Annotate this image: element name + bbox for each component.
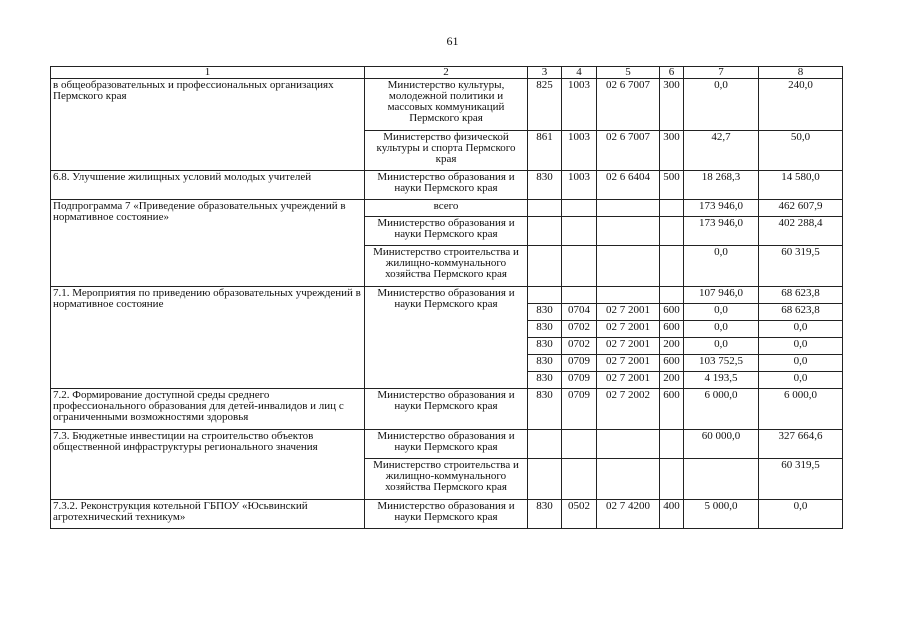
table-row bbox=[51, 500, 843, 529]
code-cell bbox=[660, 217, 684, 246]
amount-cell: 0,0 bbox=[759, 338, 843, 355]
code-cell: 0702 bbox=[562, 338, 597, 355]
amount-cell: 68 623,8 bbox=[759, 304, 843, 321]
code-cell: 02 7 2001 bbox=[597, 304, 660, 321]
amount-cell: 0,0 bbox=[684, 321, 759, 338]
code-cell: 300 bbox=[660, 131, 684, 171]
column-header: 2 bbox=[365, 67, 528, 79]
amount-cell: 6 000,0 bbox=[684, 389, 759, 430]
column-header: 8 bbox=[759, 67, 843, 79]
code-cell: 600 bbox=[660, 389, 684, 430]
code-cell: 02 7 2002 bbox=[597, 389, 660, 430]
code-cell: 0704 bbox=[562, 304, 597, 321]
administrator-cell: Министерство образования и науки Пермского края bbox=[365, 287, 528, 389]
code-cell bbox=[597, 459, 660, 500]
table-row bbox=[51, 200, 843, 217]
code-cell: 830 bbox=[528, 171, 562, 200]
amount-cell: 240,0 bbox=[759, 79, 843, 131]
code-cell bbox=[660, 287, 684, 304]
code-cell bbox=[562, 430, 597, 459]
code-cell bbox=[528, 430, 562, 459]
code-cell: 400 bbox=[660, 500, 684, 529]
administrator-cell: Министерство образования и науки Пермского края bbox=[365, 500, 528, 529]
amount-cell: 60 319,5 bbox=[759, 459, 843, 500]
table-row bbox=[51, 79, 843, 131]
table-row bbox=[51, 389, 843, 430]
code-cell: 600 bbox=[660, 321, 684, 338]
code-cell: 0709 bbox=[562, 372, 597, 389]
code-cell bbox=[562, 287, 597, 304]
code-cell bbox=[660, 246, 684, 287]
code-cell: 861 bbox=[528, 131, 562, 171]
column-header: 3 bbox=[528, 67, 562, 79]
amount-cell: 327 664,6 bbox=[759, 430, 843, 459]
code-cell: 0502 bbox=[562, 500, 597, 529]
code-cell: 02 6 7007 bbox=[597, 131, 660, 171]
code-cell: 1003 bbox=[562, 131, 597, 171]
amount-cell: 462 607,9 bbox=[759, 200, 843, 217]
code-cell: 830 bbox=[528, 389, 562, 430]
program-description: в общеобразовательных и профессиональных организациях Пермского края bbox=[51, 79, 365, 171]
amount-cell: 5 000,0 bbox=[684, 500, 759, 529]
amount-cell: 0,0 bbox=[684, 304, 759, 321]
code-cell: 02 7 2001 bbox=[597, 338, 660, 355]
program-description: Подпрограмма 7 «Приведение образовательных учреждений в нормативное состояние» bbox=[51, 200, 365, 287]
amount-cell: 173 946,0 bbox=[684, 200, 759, 217]
code-cell bbox=[528, 287, 562, 304]
code-cell bbox=[660, 459, 684, 500]
code-cell: 02 7 2001 bbox=[597, 372, 660, 389]
administrator-cell: Министерство культуры, молодежной политики и массовых коммуникаций Пермского края bbox=[365, 79, 528, 131]
amount-cell bbox=[684, 459, 759, 500]
code-cell bbox=[528, 246, 562, 287]
column-header: 7 bbox=[684, 67, 759, 79]
code-cell: 300 bbox=[660, 79, 684, 131]
code-cell: 830 bbox=[528, 372, 562, 389]
code-cell bbox=[660, 430, 684, 459]
code-cell bbox=[562, 459, 597, 500]
code-cell: 0702 bbox=[562, 321, 597, 338]
program-description: 7.3.2. Реконструкция котельной ГБПОУ «Юсьвинский агротехнический техникум» bbox=[51, 500, 365, 529]
code-cell: 830 bbox=[528, 338, 562, 355]
program-description: 7.3. Бюджетные инвестиции на строительство объектов общественной инфраструктуры регионального значения bbox=[51, 430, 365, 500]
code-cell bbox=[562, 200, 597, 217]
code-cell: 830 bbox=[528, 500, 562, 529]
amount-cell: 4 193,5 bbox=[684, 372, 759, 389]
administrator-cell: Министерство образования и науки Пермского края bbox=[365, 217, 528, 246]
amount-cell: 0,0 bbox=[759, 321, 843, 338]
code-cell bbox=[597, 430, 660, 459]
amount-cell: 0,0 bbox=[759, 500, 843, 529]
code-cell: 200 bbox=[660, 372, 684, 389]
table-row bbox=[51, 171, 843, 200]
amount-cell: 0,0 bbox=[684, 79, 759, 131]
code-cell: 0709 bbox=[562, 389, 597, 430]
program-description: 7.2. Формирование доступной среды среднего профессионального образования для детей-инвалидов и лиц с ограниченными возможностями здоровья bbox=[51, 389, 365, 430]
administrator-cell: Министерство образования и науки Пермского края bbox=[365, 389, 528, 430]
column-header: 1 bbox=[51, 67, 365, 79]
code-cell bbox=[597, 246, 660, 287]
budget-table bbox=[50, 66, 843, 529]
code-cell: 02 7 4200 bbox=[597, 500, 660, 529]
code-cell: 0709 bbox=[562, 355, 597, 372]
code-cell bbox=[528, 459, 562, 500]
administrator-cell: всего bbox=[365, 200, 528, 217]
amount-cell: 60 000,0 bbox=[684, 430, 759, 459]
code-cell bbox=[660, 200, 684, 217]
code-cell bbox=[528, 200, 562, 217]
column-number-row bbox=[51, 67, 843, 79]
amount-cell: 68 623,8 bbox=[759, 287, 843, 304]
administrator-cell: Министерство физической культуры и спорта Пермского края bbox=[365, 131, 528, 171]
code-cell: 1003 bbox=[562, 171, 597, 200]
code-cell: 02 6 7007 bbox=[597, 79, 660, 131]
amount-cell: 107 946,0 bbox=[684, 287, 759, 304]
amount-cell: 103 752,5 bbox=[684, 355, 759, 372]
code-cell bbox=[597, 217, 660, 246]
column-header: 4 bbox=[562, 67, 597, 79]
amount-cell: 173 946,0 bbox=[684, 217, 759, 246]
code-cell: 830 bbox=[528, 321, 562, 338]
code-cell: 825 bbox=[528, 79, 562, 131]
table-row bbox=[51, 430, 843, 459]
amount-cell: 50,0 bbox=[759, 131, 843, 171]
code-cell bbox=[597, 200, 660, 217]
amount-cell: 0,0 bbox=[759, 355, 843, 372]
code-cell bbox=[562, 246, 597, 287]
program-description: 7.1. Мероприятия по приведению образовательных учреждений в нормативное состояние bbox=[51, 287, 365, 389]
code-cell: 02 7 2001 bbox=[597, 321, 660, 338]
column-header: 6 bbox=[660, 67, 684, 79]
administrator-cell: Министерство строительства и жилищно-коммунального хозяйства Пермского края bbox=[365, 246, 528, 287]
amount-cell: 60 319,5 bbox=[759, 246, 843, 287]
amount-cell: 14 580,0 bbox=[759, 171, 843, 200]
table-row bbox=[51, 287, 843, 304]
page-number: 61 bbox=[446, 34, 459, 48]
administrator-cell: Министерство образования и науки Пермского края bbox=[365, 430, 528, 459]
amount-cell: 402 288,4 bbox=[759, 217, 843, 246]
amount-cell: 0,0 bbox=[759, 372, 843, 389]
code-cell bbox=[562, 217, 597, 246]
code-cell: 1003 bbox=[562, 79, 597, 131]
code-cell: 830 bbox=[528, 304, 562, 321]
amount-cell: 6 000,0 bbox=[759, 389, 843, 430]
administrator-cell: Министерство строительства и жилищно-коммунального хозяйства Пермского края bbox=[365, 459, 528, 500]
code-cell: 500 bbox=[660, 171, 684, 200]
code-cell: 600 bbox=[660, 304, 684, 321]
code-cell bbox=[597, 287, 660, 304]
amount-cell: 42,7 bbox=[684, 131, 759, 171]
program-description: 6.8. Улучшение жилищных условий молодых учителей bbox=[51, 171, 365, 200]
code-cell: 830 bbox=[528, 355, 562, 372]
code-cell: 02 6 6404 bbox=[597, 171, 660, 200]
administrator-cell: Министерство образования и науки Пермского края bbox=[365, 171, 528, 200]
amount-cell: 0,0 bbox=[684, 338, 759, 355]
code-cell bbox=[528, 217, 562, 246]
amount-cell: 0,0 bbox=[684, 246, 759, 287]
amount-cell: 18 268,3 bbox=[684, 171, 759, 200]
code-cell: 600 bbox=[660, 355, 684, 372]
column-header: 5 bbox=[597, 67, 660, 79]
code-cell: 200 bbox=[660, 338, 684, 355]
code-cell: 02 7 2001 bbox=[597, 355, 660, 372]
